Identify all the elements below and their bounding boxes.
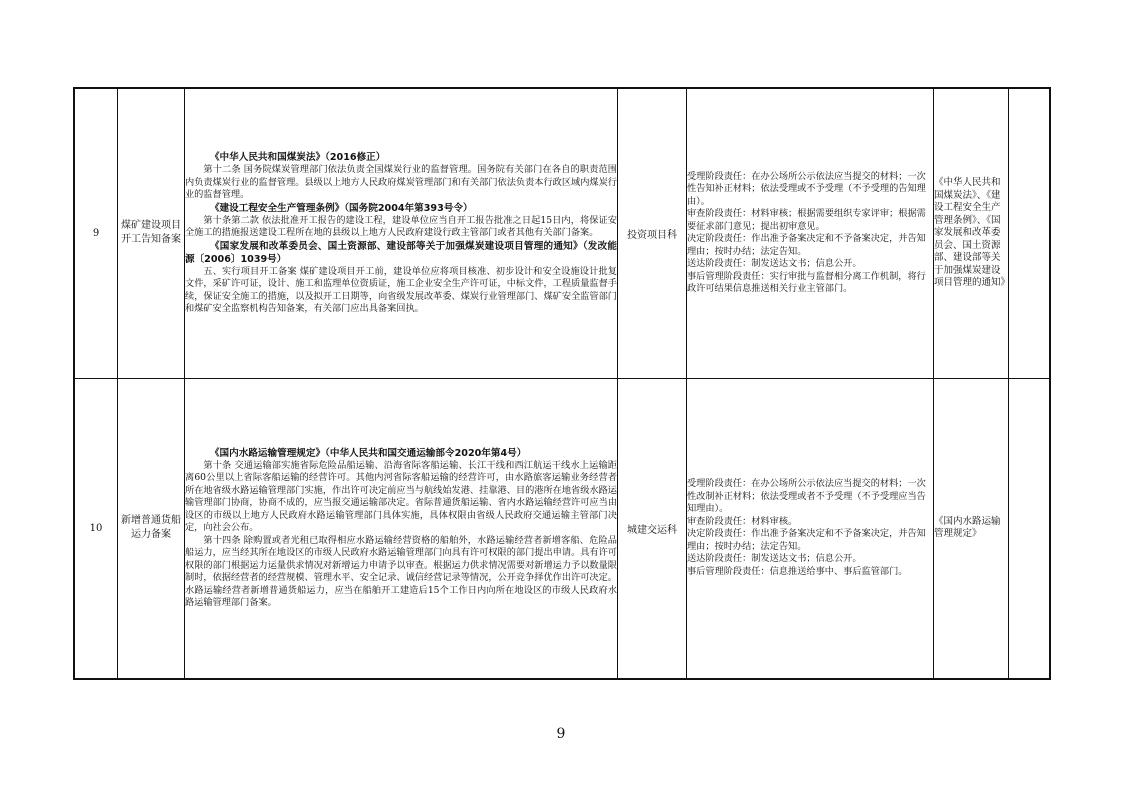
law-clause: 第十条 交通运输部实施省际危险品船运输、沿海省际客船运输、长江干线和西江航运干线水上运输距离60公里以上省际客船运输的经营许可。其他内河省际客船运输的经营许可，由水路旅客运输业务经营者所在地省级水路运输管理部门实施，作出许可决定前应当与航线始发港、挂靠港、目的港所在地省级水路运输管理部门协商，协商不成的，应当报交通运输部决定。省际普通货船运输、省内水路运输经营许可应当由设区的市级以上地方人民政府水路运输管理部门具体实施，具体权限由省级人民政府交通运输主管部门决定，向社会公布。 (185, 459, 617, 534)
responsibility-line: 受理阶段责任：在办公场所公示依法应当提交的材料；一次性告知补正材料；依法受理或不予受理（不予受理的告知理由）。 (687, 170, 926, 207)
remarks (1009, 88, 1051, 378)
responsibility-items (687, 88, 934, 378)
law-clause: 第十二条 国务院煤炭管理部门依法负责全国煤炭行业的监督管理。国务院有关部门在各自的职责范围内负责煤炭行业的监督管理。县级以上地方人民政府煤炭管理部门和有关部门依法负责本行政区域内煤炭行业的监督管理。 (185, 164, 617, 200)
legal-basis (185, 378, 618, 679)
legal-basis (185, 88, 618, 378)
responsible-department: 投资项目科 (618, 88, 687, 378)
responsibility-line: 审查阶段责任：材料审核。 (687, 515, 798, 527)
law-title: 《国家发展和改革委员会、国土资源部、建设部等关于加强煤炭建设项目管理的通知》（发改能源〔2006〕1039号） (185, 240, 617, 265)
duties-table (73, 87, 1051, 680)
responsibility-line: 事后管理阶段责任：信息推送给事中、事后监管部门。 (687, 565, 908, 577)
responsibility-line: 决定阶段责任：作出准予备案决定和不予备案决定，并告知理由；按时办结；法定告知。 (687, 233, 926, 257)
law-title: 《国内水路运输管理规定》（中华人民共和国交通运输部令2020年第4号） (209, 447, 527, 459)
remarks (1009, 378, 1051, 679)
responsibility-line: 送达阶段责任：制发送达文书；信息公开。 (687, 258, 862, 270)
page-number: 9 (556, 726, 566, 742)
row-number: 9 (74, 88, 118, 378)
responsibility-line: 送达阶段责任：制发送达文书；信息公开。 (687, 553, 862, 565)
reference-basis: 《国内水路运输管理规定》 (934, 378, 1009, 679)
table-row (74, 378, 1050, 679)
responsibility-line: 受理阶段责任：在办公场所公示依法应当提交的材料；一次性改制补正材料；依法受理或者不予受理（不予受理应当告知理由）。 (687, 478, 926, 515)
responsibility-items (687, 378, 934, 679)
law-clause: 第十四条 除购置或者光租已取得相应水路运输经营资格的船舶外，水路运输经营者新增客船、危险品船运力，应当经其所在地设区的市级人民政府水路运输管理部门向具有许可权限的部门提出申请。具有许可权限的部门根据运力运量供求情况对新增运力申请予以审查。根据运力供求情况需要对新增运力予以数量限制时，依据经营者的经营规模、管理水平、安全记录、诚信经营记录等情况，公开竞争择优作出许可决定。水路运输经营者新增普通货船运力，应当在船舶开工建造后15个工作日内向所在地设区的市级人民政府水路运输管理部门备案。 (185, 534, 617, 609)
law-clause: 第十条第二款 依法批准开工报告的建设工程，建设单位应当自开工报告批准之日起15日内，将保证安全施工的措施报送建设工程所在地的县级以上地方人民政府建设行政主管部门或者其他有关部门备案。 (185, 214, 617, 238)
responsibility-line: 决定阶段责任：作出准予备案决定和不予备案决定，并告知理由；按时办结；法定告知。 (687, 528, 926, 552)
law-title: 《中华人民共和国煤炭法》（2016修正） (209, 152, 386, 163)
table-row (74, 88, 1050, 378)
reference-basis: 《中华人民共和国煤炭法》、《建设工程安全生产管理条例》、《国家发展和改革委员会、国土资源部、建设部等关于加强煤炭建设项目管理的通知》 (934, 88, 1009, 378)
responsibility-line: 审查阶段责任：材料审核；根据需要组织专家评审；根据需要征求部门意见；提出初审意见。 (687, 208, 926, 232)
responsibility-line: 事后管理阶段责任：实行审批与监督相分离工作机制，将行政许可结果信息推送相关行业主管部门。 (687, 270, 926, 295)
responsible-department: 城建交运科 (618, 378, 687, 679)
law-clause: 五、实行项目开工备案 煤矿建设项目开工前，建设单位应将项目核准、初步设计和安全设施设计批复文件，采矿许可证，设计、施工和监理单位资质证，施工企业安全生产许可证，中标文件，工程质量监督手续，保证安全施工的措施，以及拟开工日期等，向省级发展改革委、煤炭行业管理部门、煤矿安全监管部门和煤矿安全监察机构告知备案，有关部门应出具备案回执。 (185, 265, 617, 314)
table-body (74, 88, 1050, 679)
item-name: 新增普通货船运力备案 (118, 378, 185, 679)
row-number: 10 (74, 378, 118, 679)
law-title: 《建设工程安全生产管理条例》（国务院2004年第393号令） (209, 202, 473, 214)
item-name: 煤矿建设项目开工告知备案 (118, 88, 185, 378)
